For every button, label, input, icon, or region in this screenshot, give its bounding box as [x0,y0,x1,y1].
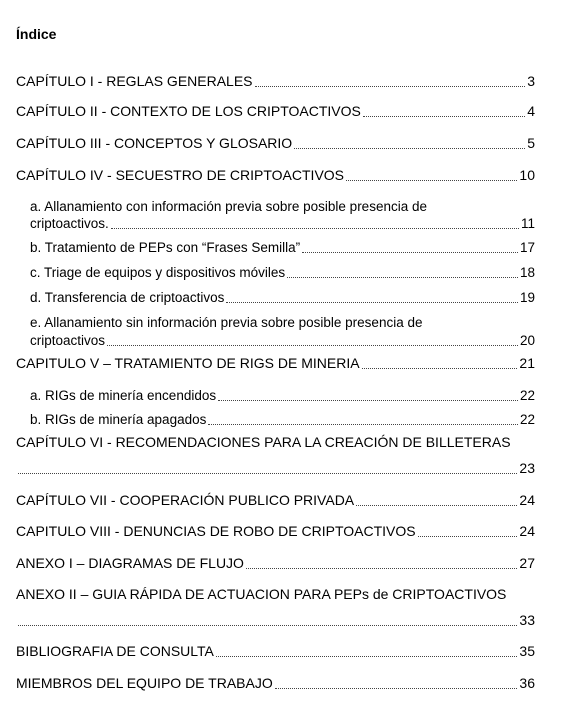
toc-entry-page: 18 [519,265,535,280]
toc-entry-page: 24 [519,492,535,508]
toc-entry-page: 4 [527,103,535,119]
toc-entry-first-line[interactable]: a. Allanamiento con información previa sobre posible presencia de [30,199,427,214]
toc-entry-capitulo-3[interactable] [16,134,535,153]
toc-entry-label: CAPÍTULO I - REGLAS GENERALES [16,73,253,89]
dot-leader [294,147,525,149]
page-title: Índice [16,26,57,42]
toc-entry-first-line[interactable]: ANEXO II – GUIA RÁPIDA DE ACTUACION PARA PEPs de CRIPTOACTIVOS [16,586,507,602]
dot-leader [246,567,517,569]
toc-entry-label: b. Tratamiento de PEPs con “Frases Semilla” [30,240,301,255]
toc-entry-capitulo-6[interactable] [16,459,535,478]
toc-entry-page: 36 [519,675,535,691]
toc-entry-anexo-2[interactable] [16,611,535,630]
toc-entry-label: MIEMBROS DEL EQUIPO DE TRABAJO [16,675,273,691]
toc-entry-label: criptoactivos. [30,216,109,231]
dot-leader [418,535,518,537]
toc-entry-triage[interactable] [30,263,535,282]
toc-entry-page: 3 [527,73,535,89]
dot-leader [275,687,518,689]
dot-leader [216,655,518,657]
toc-entry-capitulo-7[interactable] [16,491,535,510]
toc-entry-page: 19 [519,290,535,305]
toc-entry-label: a. RIGs de minería encendidos [30,388,217,403]
toc-entry-label: CAPÍTULO II - CONTEXTO DE LOS CRIPTOACTIVOS [16,103,361,119]
toc-entry-page: 33 [519,612,535,628]
toc-entry-page: 17 [519,240,535,255]
dot-leader [302,251,518,253]
toc-entry-rigs-apagados[interactable] [30,410,535,429]
toc-entry-bibliografia[interactable] [16,642,535,661]
toc-entry-rigs-encendidos[interactable] [30,386,535,405]
dot-leader [287,276,518,278]
toc-entry-page: 5 [527,135,535,151]
dot-leader [18,472,517,474]
toc-entry-allanamiento-con-info[interactable] [30,214,535,233]
dot-leader [255,85,526,87]
toc-entry-label: CAPÍTULO IV - SECUESTRO DE CRIPTOACTIVOS [16,167,345,183]
toc-entry-capitulo-2[interactable] [16,102,535,121]
dot-leader [226,301,518,303]
toc-entry-label: CAPÍTULO III - CONCEPTOS Y GLOSARIO [16,135,293,151]
toc-entry-page: 11 [520,216,535,231]
dot-leader [363,115,525,117]
toc-entry-page: 23 [519,460,535,476]
toc-entry-capitulo-8[interactable] [16,522,535,541]
toc-entry-label: b. RIGs de minería apagados [30,412,207,427]
toc-entry-capitulo-4[interactable] [16,166,535,185]
toc-entry-page: 20 [519,333,535,348]
toc-entry-page: 21 [519,355,535,371]
toc-entry-peps-frases-semilla[interactable] [30,238,535,257]
toc-entry-page: 10 [519,167,535,183]
toc-entry-page: 22 [519,412,535,427]
toc-entry-label: criptoactivos [30,333,106,348]
toc-entry-first-line[interactable]: CAPÍTULO VI - RECOMENDACIONES PARA LA CREACIÓN DE BILLETERAS [16,434,511,450]
dot-leader [218,399,518,401]
toc-entry-transferencia[interactable] [30,288,535,307]
toc-entry-label: c. Triage de equipos y dispositivos móviles [30,265,286,280]
toc-entry-capitulo-5[interactable] [16,354,535,373]
toc-entry-first-line[interactable]: e. Allanamiento sin información previa sobre posible presencia de [30,315,423,330]
toc-entry-miembros[interactable] [16,674,535,693]
dot-leader [107,344,518,346]
toc-entry-page: 24 [519,523,535,539]
dot-leader [18,624,517,626]
dot-leader [208,423,518,425]
toc-entry-allanamiento-sin-info[interactable] [30,331,535,350]
toc-entry-page: 35 [519,643,535,659]
toc-entry-label: CAPITULO V – TRATAMIENTO DE RIGS DE MINERIA [16,355,360,371]
toc-entry-page: 22 [519,388,535,403]
toc-entry-label: d. Transferencia de criptoactivos [30,290,225,305]
toc-entry-label: CAPITULO VIII - DENUNCIAS DE ROBO DE CRIPTOACTIVOS [16,523,416,539]
toc-entry-label: CAPÍTULO VII - COOPERACIÓN PUBLICO PRIVADA [16,492,355,508]
toc-entry-capitulo-1[interactable] [16,72,535,91]
dot-leader [346,179,517,181]
toc-entry-anexo-1[interactable] [16,554,535,573]
toc-entry-label: ANEXO I – DIAGRAMAS DE FLUJO [16,555,244,571]
dot-leader [356,504,517,506]
dot-leader [362,367,518,369]
dot-leader [111,227,519,229]
toc-entry-page: 27 [519,555,535,571]
toc-entry-label: BIBLIOGRAFIA DE CONSULTA [16,643,214,659]
